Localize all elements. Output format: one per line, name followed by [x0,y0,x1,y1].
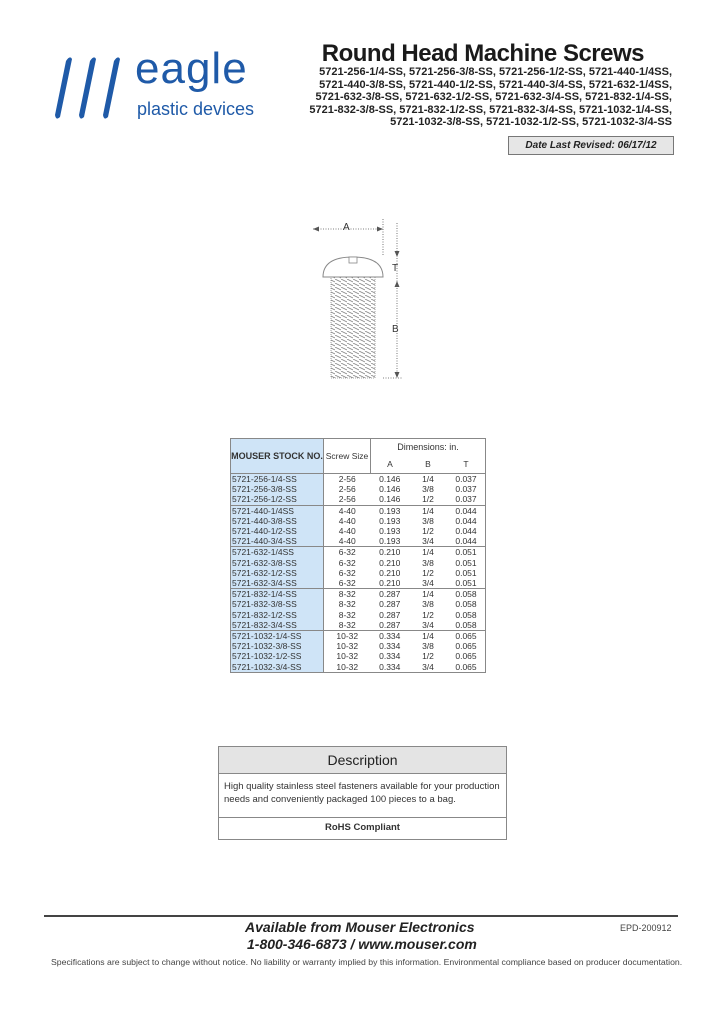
cell-screw-size: 8-32 [338,609,356,620]
cell-dim-t: 0.051 [447,558,486,568]
cell-dim-b: 1/2 [422,526,434,537]
table-row [231,589,486,600]
cell-dim-a: 0.287 [371,589,410,600]
cell-screw-size: 4-40 [338,515,356,526]
cell-dim-b: 1/2 [422,494,434,505]
table-row [231,662,486,673]
cell-stock-no: 5721-832-3/4-SS [231,620,324,631]
dimension-b-label: B [392,324,399,335]
cell-dim-a: 0.210 [379,578,401,589]
cell-stock-no: 5721-256-1/4-SS [231,474,324,485]
cell-stock-no: 5721-440-1/2-SS [231,526,324,536]
part-line: 5721-256-1/4-SS, 5721-256-3/8-SS, 5721-256-1/2-SS, 5721-440-1/4SS, [319,66,672,78]
cell-stock-no: 5721-256-3/8-SS [231,484,324,494]
description-box [218,746,507,840]
cell-dim-t: 0.065 [447,651,486,661]
cell-dim-a: 0.287 [379,619,401,630]
disclaimer-text: Specifications are subject to change without notice. No liability or warranty implied by this information. Environmental compliance based on producer documentation. [51,957,683,967]
header-b: B [409,455,447,474]
cell-screw-size: 2-56 [338,494,356,505]
cell-screw-size: 8-32 [338,619,356,630]
cell-stock-no: 5721-440-3/8-SS [231,516,324,526]
table-row [231,547,486,558]
table-row [231,641,486,651]
logo-wordmark: eagle [135,44,248,93]
cell-screw-size: 10-32 [324,631,371,642]
cell-dim-b: 3/4 [409,662,447,673]
table-row [231,558,486,568]
cell-screw-size: 8-32 [338,599,356,610]
cell-screw-size: 6-32 [338,578,356,589]
cell-dim-t: 0.044 [447,505,486,516]
cell-dim-b: 1/4 [409,474,447,485]
screw-drawing [305,215,425,390]
table-row [231,578,486,589]
part-line: 5721-832-3/8-SS, 5721-832-1/2-SS, 5721-832-3/4-SS, 5721-1032-1/4-SS, [309,103,672,116]
cell-stock-no: 5721-832-1/4-SS [231,589,324,600]
eagle-stripes-icon [52,51,132,123]
cell-screw-size: 10-32 [324,662,371,673]
part-line: 5721-1032-3/8-SS, 5721-1032-1/2-SS, 5721-1032-3/4-SS [390,116,672,128]
page-title: Round Head Machine Screws [321,40,644,67]
table-row [231,568,486,578]
header-screw-size: Screw Size [324,439,371,474]
dimension-t-label: T [392,263,399,274]
cell-dim-t: 0.058 [447,599,486,609]
cell-stock-no: 5721-440-3/4-SS [231,536,324,547]
cell-screw-size: 4-40 [324,505,371,516]
cell-dim-b: 3/8 [422,599,434,610]
table-row [231,494,486,505]
cell-dim-b: 3/4 [422,536,434,547]
cell-dim-a: 0.193 [379,515,401,526]
cell-dim-b: 1/2 [422,651,434,662]
cell-dim-b: 1/4 [409,631,447,642]
header-t: T [447,455,486,474]
cell-screw-size: 4-40 [338,526,356,537]
cell-dim-t: 0.051 [447,547,486,558]
cell-stock-no: 5721-1032-1/2-SS [231,651,324,661]
cell-stock-no: 5721-1032-3/4-SS [231,662,324,673]
table-row [231,536,486,547]
table-row [231,516,486,526]
table-row [231,620,486,631]
cell-dim-a: 0.287 [379,599,401,610]
cell-dim-t: 0.037 [447,474,486,485]
cell-dim-b: 1/2 [422,567,434,578]
cell-dim-b: 1/2 [422,609,434,620]
cell-stock-no: 5721-632-1/2-SS [231,568,324,578]
description-body [219,774,506,818]
cell-dim-t: 0.058 [447,610,486,620]
cell-dim-t: 0.051 [447,578,486,589]
cell-dim-b: 3/8 [422,557,434,568]
cell-dim-a: 0.210 [379,557,401,568]
table-row [231,651,486,661]
cell-dim-b: 1/4 [409,589,447,600]
contact-phone-web: 1-800-346-6873 / www.mouser.com [247,936,477,952]
cell-dim-b: 1/4 [409,547,447,558]
document-id: EPD-200912 [620,923,672,933]
available-from-text: Available from Mouser Electronics [245,919,475,935]
cell-stock-no: 5721-632-3/4-SS [231,578,324,589]
cell-dim-b: 3/4 [422,619,434,630]
table-row [231,526,486,536]
description-line: High quality stainless steel fasteners available for your production [224,781,500,792]
dimensions-table [230,438,486,673]
cell-screw-size: 2-56 [324,474,371,485]
cell-stock-no: 5721-440-1/4SS [231,505,324,516]
dimension-a-label: A [343,222,350,233]
cell-dim-a: 0.210 [371,547,410,558]
eagle-logo [52,45,282,127]
cell-dim-t: 0.037 [447,494,486,505]
cell-dim-a: 0.146 [371,474,410,485]
cell-dim-b: 1/4 [409,505,447,516]
cell-dim-t: 0.065 [447,641,486,651]
rohs-compliant-label: RoHS Compliant [325,822,400,833]
description-heading: Description [219,747,506,774]
cell-stock-no: 5721-832-3/8-SS [231,599,324,609]
cell-screw-size: 6-32 [338,557,356,568]
cell-dim-b: 3/8 [422,641,434,652]
table-row [231,610,486,620]
part-line: 5721-440-3/8-SS, 5721-440-1/2-SS, 5721-440-3/4-SS, 5721-632-1/4SS, [319,78,672,91]
cell-stock-no: 5721-1032-1/4-SS [231,631,324,642]
part-number-list [252,66,672,129]
cell-dim-t: 0.051 [447,568,486,578]
date-revised-badge: Date Last Revised: 06/17/12 [508,136,674,155]
description-line: needs and conveniently packaged 100 pieces to a bag. [224,794,456,805]
cell-dim-t: 0.058 [447,620,486,631]
cell-dim-a: 0.334 [371,662,410,673]
cell-dim-a: 0.334 [371,631,410,642]
cell-dim-a: 0.210 [379,567,401,578]
table-row [231,631,486,642]
footer-divider [44,915,678,917]
cell-dim-a: 0.193 [379,536,401,547]
cell-dim-b: 3/8 [422,515,434,526]
cell-screw-size: 6-32 [324,547,371,558]
cell-stock-no: 5721-632-1/4SS [231,547,324,558]
header-a: A [371,455,410,474]
cell-dim-t: 0.058 [447,589,486,600]
cell-dim-a: 0.334 [379,641,401,652]
cell-stock-no: 5721-832-1/2-SS [231,610,324,620]
cell-dim-t: 0.037 [447,484,486,494]
cell-stock-no: 5721-256-1/2-SS [231,494,324,505]
cell-dim-t: 0.044 [447,516,486,526]
cell-stock-no: 5721-632-3/8-SS [231,558,324,568]
table-body [231,474,486,673]
cell-dim-a: 0.146 [379,494,401,505]
cell-dim-b: 3/4 [422,578,434,589]
cell-dim-t: 0.044 [447,536,486,547]
cell-screw-size: 10-32 [336,651,359,662]
logo-subtitle: plastic devices [137,99,255,119]
cell-dim-a: 0.287 [379,609,401,620]
round-head-screw-icon [305,215,425,390]
cell-dim-t: 0.065 [447,662,486,673]
table-row [231,484,486,494]
header-stock-no: MOUSER STOCK NO. [231,439,324,474]
cell-dim-b: 3/8 [422,484,434,495]
cell-dim-a: 0.146 [379,484,401,495]
part-line: 5721-632-3/8-SS, 5721-632-1/2-SS, 5721-632-3/4-SS, 5721-832-1/4-SS, [315,91,672,103]
cell-dim-a: 0.193 [379,526,401,537]
table-row [231,505,486,516]
table-row [231,599,486,609]
table-row [231,474,486,485]
cell-dim-t: 0.044 [447,526,486,536]
cell-dim-a: 0.334 [379,651,401,662]
cell-stock-no: 5721-1032-3/8-SS [231,641,324,651]
cell-dim-a: 0.193 [371,505,410,516]
header-dimensions: Dimensions: in. [371,439,486,456]
cell-screw-size: 2-56 [338,484,356,495]
cell-screw-size: 4-40 [338,536,356,547]
cell-screw-size: 8-32 [324,589,371,600]
cell-screw-size: 10-32 [336,641,359,652]
cell-screw-size: 6-32 [338,567,356,578]
cell-dim-t: 0.065 [447,631,486,642]
